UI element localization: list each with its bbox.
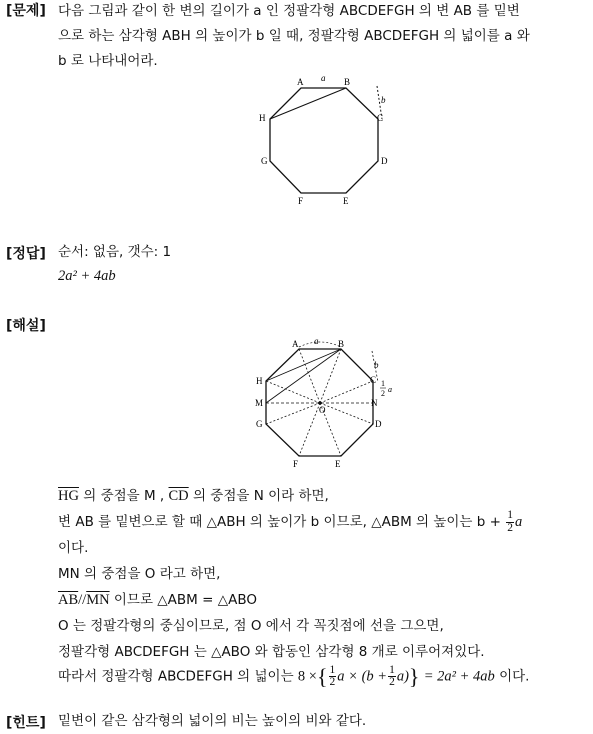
problem-line-2: 으로 하는 삼각형 ABH 의 높이가 b 일 때, 정팔각형 ABCDEFGH 의 넓이를 a 와 [58,28,530,44]
octagon-figure-2 [250,335,410,475]
octagon-figure-1 [255,72,395,207]
solution-line-2-text: 변 AB 를 밑변으로 할 때 △ABH 의 높이가 b 이므로, △ABM 의 높이는 b + [58,514,501,530]
hint-label: [힌트] [6,715,46,731]
area-result: = 2a² + 4ab [423,668,495,685]
area-expr-end: a) [396,668,409,685]
segment-cd: $\overline{CD}$ [168,488,189,504]
fraction-num-2: 1 [329,663,336,676]
problem-line-1: 다음 그림과 같이 한 변의 길이가 a 인 정팔각형 ABCDEFGH 의 변 AB 를 밑변 [58,3,520,19]
fraction-half [506,510,514,534]
height-label-b: b [381,95,386,105]
vertex-g-2: G [256,419,263,429]
segment-ab: $\overline{AB}$ [58,592,79,608]
solution-line-5-text: 이므로 △ABM = △ABO [109,592,257,608]
solution-line-4: MN 의 중점을 O 라고 하면, [58,566,221,582]
midpoint-n: N [371,398,378,408]
vertex-h: H [259,113,266,123]
vertex-e: E [343,196,349,206]
area-expr-mid: a × (b + [337,668,388,685]
side-label-a-2: a [314,336,319,346]
fraction-den: 2 [507,521,513,534]
half-label-num: 1 [381,379,385,388]
vertex-f: F [298,196,304,206]
vertex-e-2: E [335,459,341,469]
fraction-half-2 [329,665,337,689]
vertex-a-2: A [292,339,299,349]
half-label-den: 2 [381,389,385,398]
octagon-shape [270,88,378,193]
segment-mn: $\overline{MN}$ [86,592,110,608]
solution-label: [해설] [6,318,46,334]
eight-times: 8 × [297,668,317,685]
solution-line-1 [58,484,329,509]
parallel-sign: // [78,592,87,608]
problem-line-3: b 로 나타내어라. [58,53,158,69]
hint-text: 밑변이 같은 삼각형의 넓이의 비는 높이의 비와 같다. [58,713,367,729]
solution-line-7: 정팔각형 ABCDEFGH 는 △ABO 와 합동인 삼각형 8 개로 이루어져있다. [58,644,485,660]
solution-line-8-text: 따라서 정팔각형 ABCDEFGH 의 넓이는 [58,668,294,685]
left-brace: { [316,664,328,689]
side-arc [299,342,341,347]
solution-line-6: O 는 정팔각형의 중심이므로, 점 O 에서 각 꼭짓점에 선을 그으면, [58,618,444,634]
vertex-f-2: F [293,459,299,469]
vertex-b-2: B [338,339,345,349]
fraction-var: a [515,514,523,530]
vertex-d: D [381,156,388,166]
answer-formula: 2a² + 4ab [58,268,116,284]
fraction-den-2: 2 [329,676,336,688]
solution-line-1a: 의 중점을 M , [78,488,169,504]
solution-line-3: 이다. [58,540,89,556]
solution-line-5 [58,588,257,613]
solution-line-2 [58,510,522,535]
vertex-d-2: D [375,419,382,429]
segment-hg: $\overline{HG}$ [58,488,79,504]
right-brace: } [408,664,420,689]
center-o: O [319,405,326,415]
fraction-num-3: 1 [389,663,395,676]
midpoint-m: M [255,398,264,408]
solution-line-8-tail: 이다. [494,668,530,685]
fraction-half-3 [388,665,396,689]
problem-label: [문제] [6,3,46,19]
solution-line-8 [58,664,529,690]
side-label-a: a [321,73,326,83]
answer-label: [정답] [6,246,46,262]
answer-meta: 순서: 없음, 갯수: 1 [58,244,172,260]
vertex-b: B [344,77,351,87]
vertex-h-2: H [256,376,263,386]
segment-hb [270,88,346,119]
vertex-a: A [297,77,304,87]
vertex-c-2: C [370,375,377,385]
vertex-g: G [261,156,268,166]
solution-line-1b: 의 중점을 N 이라 하면, [188,488,329,504]
vertex-c: C [377,113,384,123]
fraction-den-3: 2 [389,676,395,688]
height-label-b-2: b [374,360,379,370]
half-label-var: a [388,385,392,394]
fraction-num: 1 [507,509,513,521]
